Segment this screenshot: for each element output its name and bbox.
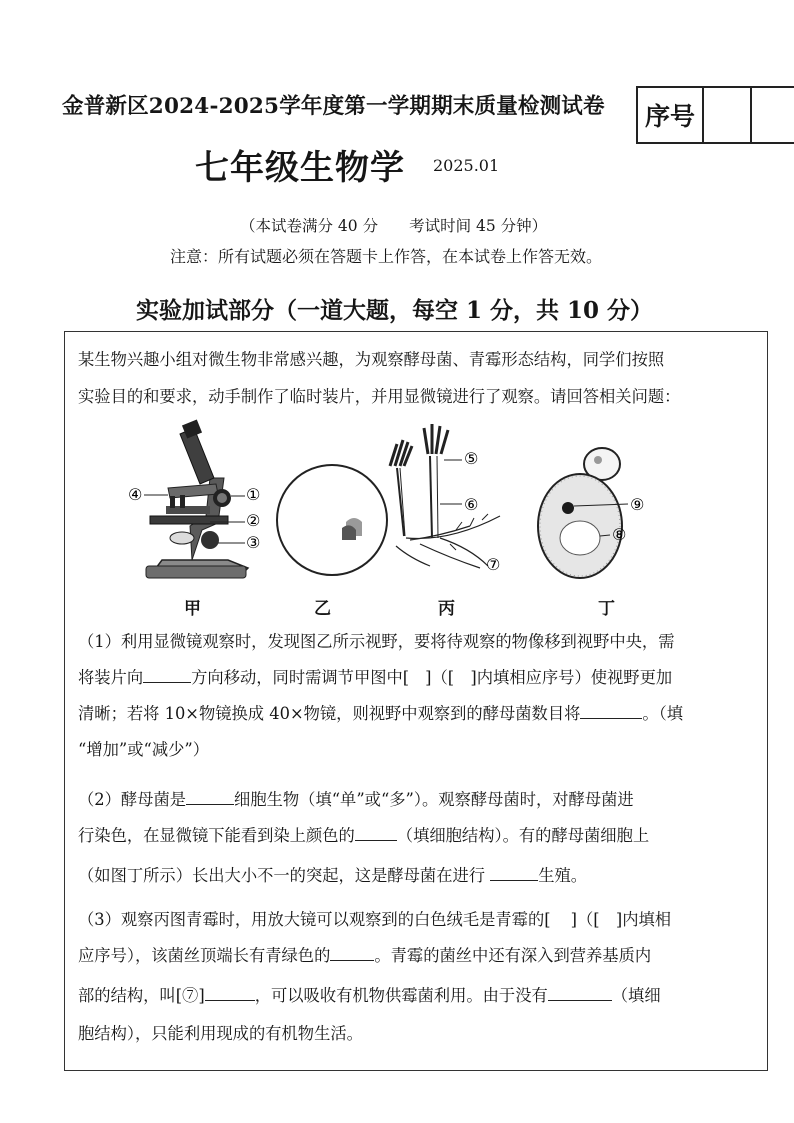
field-of-view-figure	[277, 465, 387, 575]
yeast-figure	[538, 448, 622, 578]
marker-4: ④	[128, 485, 143, 504]
q3-line: （3）观察丙图青霉时，用放大镜可以观察到的白色绒毛是青霉的[ ]（[ ]内填相	[78, 910, 672, 929]
marker-5: ⑤	[464, 449, 479, 468]
exam-title: 金普新区2024-2025学年度第一学期期末质量检测试卷	[62, 94, 605, 119]
marker-3: ③	[246, 533, 261, 552]
q2-line: （如图丁所示）长出大小不一的突起，这是酵母菌在进行 生殖。	[78, 860, 750, 892]
q2-line: 行染色，在显微镜下能看到染上颜色的 （填细胞结构）。有的酵母菌细胞上	[78, 820, 750, 852]
marker-7: ⑦	[486, 555, 501, 574]
figure-label-bing: 丙	[438, 599, 455, 619]
answer-blank[interactable]	[490, 863, 538, 881]
exam-date: 2025.01	[433, 156, 500, 175]
answer-blank[interactable]	[580, 701, 642, 719]
marker-6: ⑥	[464, 495, 479, 514]
q1-line: “增加”或“减少”）	[78, 740, 209, 759]
q1-line: 将装片向 方向移动，同时需调节甲图中[ ]（[ ]内填相应序号）使视野更加	[78, 662, 750, 694]
serial-cell	[704, 88, 752, 142]
serial-cell	[752, 88, 794, 142]
figure-label-jia: 甲	[184, 599, 201, 619]
marker-2: ②	[246, 511, 261, 530]
answer-blank[interactable]	[143, 665, 191, 683]
answer-blank[interactable]	[355, 823, 397, 841]
microscope-figure	[146, 420, 248, 578]
q1-line: 清晰；若将 10×物镜换成 40×物镜，则视野中观察到的酵母菌数目将 。（填	[78, 698, 750, 730]
exam-note: 注意：所有试题必须在答题卡上作答，在本试卷上作答无效。	[170, 247, 603, 266]
answer-blank[interactable]	[186, 787, 234, 805]
figures-illustration	[110, 418, 670, 593]
exam-meta: （本试卷满分 40 分 考试时间 45 分钟）	[240, 217, 548, 235]
answer-blank[interactable]	[548, 983, 612, 1001]
q3-line: 应序号），该菌丝顶端长有青绿色的 。青霉的菌丝中还有深入到营养基质内	[78, 940, 750, 972]
serial-number-box	[636, 86, 794, 144]
figure-label-yi: 乙	[314, 599, 331, 619]
serial-label: 序号	[638, 88, 704, 142]
q3-line: 部的结构，叫[⑦] ，可以吸收有机物供霉菌利用。由于没有 （填细	[78, 980, 750, 1012]
answer-blank[interactable]	[330, 943, 374, 961]
marker-9: ⑨	[630, 495, 645, 514]
q1-line: （1）利用显微镜观察时，发现图乙所示视野，要将待观察的物像移到视野中央，需	[78, 632, 675, 651]
q3-line: 胞结构），只能利用现成的有机物生活。	[78, 1024, 363, 1043]
intro-line: 某生物兴趣小组对微生物非常感兴趣，为观察酵母菌、青霉形态结构，同学们按照	[78, 350, 665, 369]
marker-8: ⑧	[612, 525, 627, 544]
answer-blank[interactable]	[205, 983, 255, 1001]
q2-line: （2）酵母菌是 细胞生物（填“单”或“多”）。观察酵母菌时，对酵母菌进	[78, 784, 750, 816]
intro-line: 实验目的和要求，动手制作了临时装片，并用显微镜进行了观察。请回答相关问题：	[78, 387, 681, 406]
subject-title: 七年级生物学	[195, 148, 405, 188]
figure-label-ding: 丁	[598, 599, 615, 619]
penicillium-figure	[390, 424, 500, 568]
section-title: 实验加试部分（一道大题，每空 1 分，共 10 分）	[136, 297, 654, 324]
marker-1: ①	[246, 485, 261, 504]
